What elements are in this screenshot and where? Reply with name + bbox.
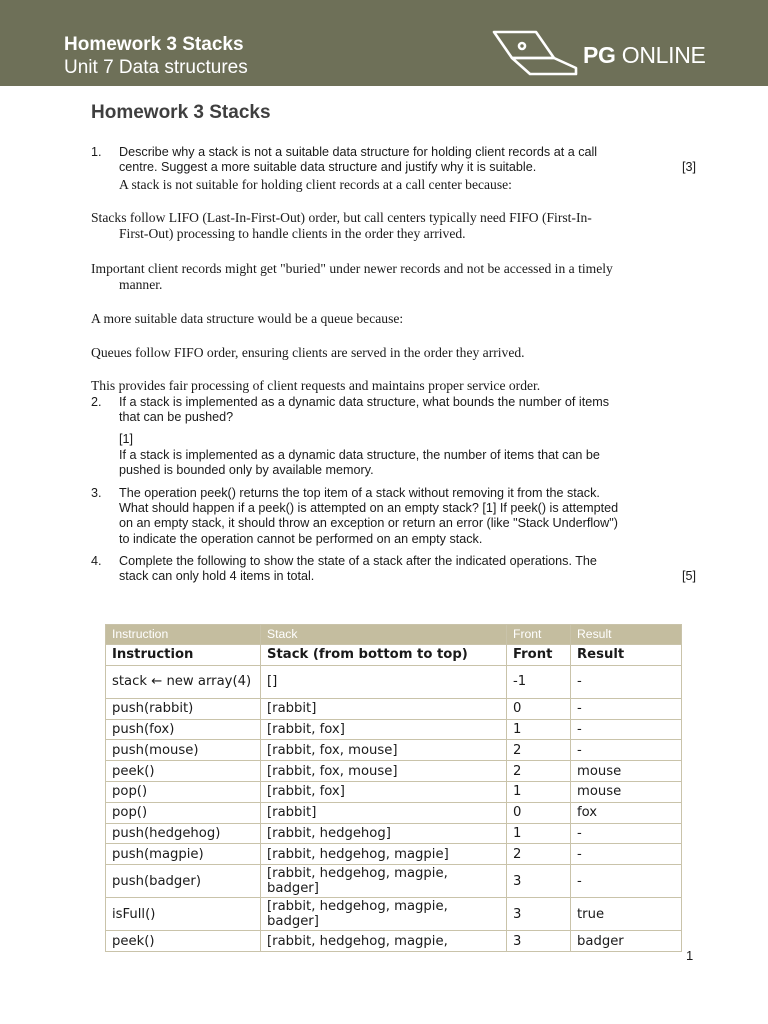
- question-4: [91, 554, 697, 584]
- table-row: [106, 665, 682, 698]
- table-cell: -: [571, 719, 682, 740]
- question-3: [91, 486, 697, 547]
- table-cell: [rabbit, hedgehog, magpie, badger]: [261, 898, 507, 931]
- table-row: [106, 898, 682, 931]
- table-cell: []: [261, 665, 507, 698]
- answer-paragraph: [91, 311, 697, 327]
- table-row: [106, 698, 682, 719]
- column-header: Front: [507, 625, 571, 645]
- table-row: [106, 761, 682, 782]
- document-title: Homework 3 Stacks: [91, 102, 271, 123]
- answer-line: First-Out) processing to handle clients in the order they arrived.: [119, 226, 466, 241]
- answer-line: pushed is bounded only by available memory.: [119, 462, 374, 477]
- answer-line: Queues follow FIFO order, ensuring clients are served in the order they arrived.: [91, 345, 525, 360]
- answer-paragraph: [91, 345, 697, 361]
- column-header: Stack: [261, 625, 507, 645]
- question-line: What should happen if a peek() is attempted on an empty stack? [1] If peek() is attempted: [119, 501, 619, 516]
- table-cell: peek(): [106, 761, 261, 782]
- stack-operations-table: [105, 624, 682, 952]
- table-cell: push(fox): [106, 719, 261, 740]
- table-cell: -: [571, 698, 682, 719]
- question-line: to indicate the operation cannot be performed on an empty stack.: [119, 531, 483, 546]
- table-cell: [rabbit, fox, mouse]: [261, 761, 507, 782]
- table-cell: peek(): [106, 931, 261, 952]
- table-row: [106, 931, 682, 952]
- table-cell: mouse: [571, 781, 682, 802]
- table-cell: 0: [507, 802, 571, 823]
- table-cell: [rabbit]: [261, 698, 507, 719]
- question-line: that can be pushed?: [119, 410, 234, 425]
- answer-line: If a stack is implemented as a dynamic data structure, the number of items that can be: [119, 447, 600, 462]
- column-header: Instruction: [106, 625, 261, 645]
- question-line: stack can only hold 4 items in total.: [119, 569, 315, 584]
- table-cell: Result: [571, 645, 682, 666]
- table-cell: mouse: [571, 761, 682, 782]
- table-row: [106, 844, 682, 865]
- table-cell: push(hedgehog): [106, 823, 261, 844]
- table-cell: 3: [507, 931, 571, 952]
- table-cell: fox: [571, 802, 682, 823]
- table-cell: [rabbit, hedgehog]: [261, 823, 507, 844]
- question-number: 3.: [91, 486, 102, 500]
- answer-intro: A stack is not suitable for holding client records at a call center because:: [119, 177, 512, 192]
- table-cell: 2: [507, 761, 571, 782]
- answer-line: A more suitable data structure would be a queue because:: [91, 311, 404, 326]
- marks: [1]: [119, 432, 134, 447]
- question-line: If a stack is implemented as a dynamic data structure, what bounds the number of items: [119, 395, 609, 409]
- table-row: [106, 823, 682, 844]
- question-number: 2.: [91, 395, 102, 409]
- answer-line: Important client records might get "buried" under newer records and not be accessed in a timely: [91, 261, 613, 276]
- table-cell: push(badger): [106, 865, 261, 898]
- table-row: [106, 802, 682, 823]
- table-cell: pop(): [106, 802, 261, 823]
- table-row: [106, 645, 682, 666]
- table-cell: isFull(): [106, 898, 261, 931]
- answer-paragraph: [91, 378, 697, 394]
- table-cell: -: [571, 844, 682, 865]
- table-cell: 1: [507, 719, 571, 740]
- answer-line: Stacks follow LIFO (Last-In-First-Out) order, but call centers typically need FIFO (First-In-: [91, 210, 592, 225]
- table-row: [106, 781, 682, 802]
- table-cell: push(mouse): [106, 740, 261, 761]
- banner-subtitle: Unit 7 Data structures: [64, 57, 248, 78]
- question-number: 4.: [91, 554, 102, 568]
- table-cell: [rabbit]: [261, 802, 507, 823]
- table-cell: pop(): [106, 781, 261, 802]
- table-cell: true: [571, 898, 682, 931]
- brand-bold: PG: [583, 42, 616, 68]
- question-line: centre. Suggest a more suitable data structure and justify why it is suitable.: [119, 160, 537, 175]
- question-line: on an empty stack, it should throw an exception or return an error (like "Stack Underflow"): [119, 516, 618, 531]
- marks: [5]: [681, 569, 696, 583]
- question-line: The operation peek() returns the top item of a stack without removing it from the stack.: [119, 486, 600, 500]
- column-header: Result: [571, 625, 682, 645]
- answer-paragraph: [91, 261, 697, 293]
- table-cell: push(magpie): [106, 844, 261, 865]
- marks: [3]: [681, 160, 696, 174]
- table-cell: [rabbit, hedgehog, magpie]: [261, 844, 507, 865]
- answer-line: This provides fair processing of client requests and maintains proper service order.: [91, 378, 541, 393]
- table-cell: [rabbit, hedgehog, magpie, badger]: [261, 865, 507, 898]
- table-row: [106, 865, 682, 898]
- table-row: [106, 719, 682, 740]
- table-cell: -: [571, 740, 682, 761]
- table-cell: 0: [507, 698, 571, 719]
- table-cell: 1: [507, 823, 571, 844]
- laptop-logo-icon: [490, 28, 578, 78]
- page-number: 1: [686, 948, 694, 963]
- table-cell: [rabbit, fox]: [261, 781, 507, 802]
- table-cell: push(rabbit): [106, 698, 261, 719]
- table-cell: 3: [507, 898, 571, 931]
- question-number: 1.: [91, 145, 102, 159]
- table-header-row: [106, 625, 682, 645]
- table-cell: [rabbit, fox, mouse]: [261, 740, 507, 761]
- table-cell: 1: [507, 781, 571, 802]
- banner-title: Homework 3 Stacks: [64, 34, 244, 55]
- question-line: Describe why a stack is not a suitable data structure for holding client records at a call: [119, 145, 598, 159]
- question-1: [91, 145, 697, 175]
- table-cell: -: [571, 865, 682, 898]
- question-line: Complete the following to show the state of a stack after the indicated operations. The: [119, 554, 597, 568]
- table-cell: Stack (from bottom to top): [261, 645, 507, 666]
- table-row: [106, 740, 682, 761]
- table-cell: [rabbit, fox]: [261, 719, 507, 740]
- table-cell: badger: [571, 931, 682, 952]
- table-cell: 2: [507, 740, 571, 761]
- table-cell: Instruction: [106, 645, 261, 666]
- table-cell: -: [571, 823, 682, 844]
- table-cell: stack ← new array(4): [106, 665, 261, 698]
- brand-logo: [583, 40, 706, 70]
- answer-paragraph: [91, 210, 697, 242]
- table-cell: [rabbit, hedgehog, magpie,: [261, 931, 507, 952]
- table-cell: Front: [507, 645, 571, 666]
- table-cell: 3: [507, 865, 571, 898]
- question-2: [91, 395, 697, 478]
- table-cell: -1: [507, 665, 571, 698]
- table-cell: -: [571, 665, 682, 698]
- header-banner: [0, 0, 768, 86]
- table-cell: 2: [507, 844, 571, 865]
- answer-line: manner.: [119, 277, 163, 292]
- brand-rest: ONLINE: [615, 42, 706, 68]
